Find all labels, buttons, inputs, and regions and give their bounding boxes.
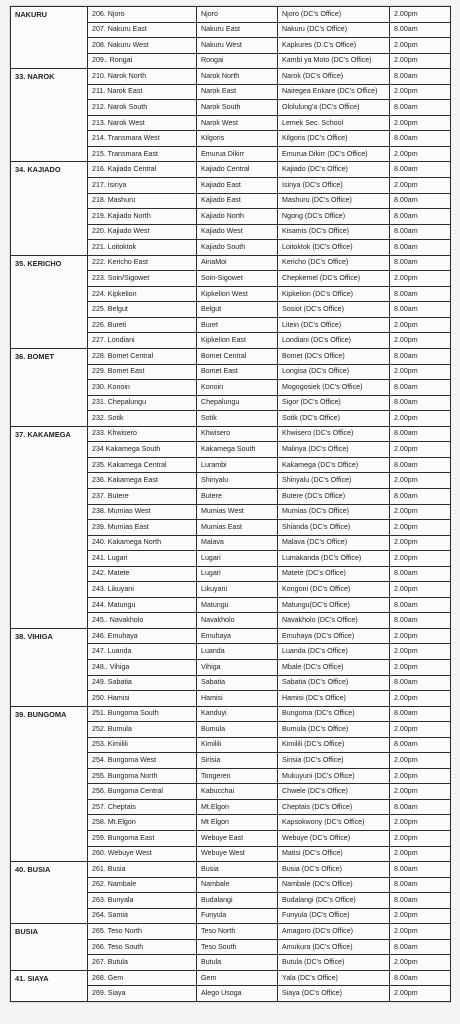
constituency-cell: 230. Konoin [88, 380, 197, 396]
venue-cell: Butere (DC's Office) [278, 488, 390, 504]
district-cell: Mt Elgon [197, 815, 278, 831]
venue-cell: Yala (DC's Office) [278, 970, 390, 986]
venue-cell: Ololulung'a (DC's Office) [278, 100, 390, 116]
time-cell: 2.00pm [390, 551, 451, 567]
table-row [11, 970, 451, 986]
table-row [11, 862, 451, 878]
district-cell: Kipkelion East [197, 333, 278, 349]
venue-cell: Kakamega (DC's Office) [278, 457, 390, 473]
district-cell: Likuyani [197, 582, 278, 598]
venue-cell: Isinya (DC's Office) [278, 178, 390, 194]
venue-cell: Mogogosiek (DC's Office) [278, 380, 390, 396]
venue-cell: Navakholo (DC's Office) [278, 613, 390, 629]
time-cell: 2.00pm [390, 815, 451, 831]
venue-cell: Busia (DC's Office) [278, 862, 390, 878]
venue-cell: Cheptais (DC's Office) [278, 799, 390, 815]
constituency-cell: 250. Hamisi [88, 691, 197, 707]
district-cell: Mumias East [197, 520, 278, 536]
venue-cell: Sosiot (DC's Office) [278, 302, 390, 318]
venue-cell: Amukura (DC's Office) [278, 939, 390, 955]
district-cell: Narok North [197, 69, 278, 85]
time-cell: 8.00am [390, 255, 451, 271]
constituency-cell: 219. Kajiado North [88, 209, 197, 225]
venue-cell: Kajiado (DC's Office) [278, 162, 390, 178]
time-cell: 8.00am [390, 877, 451, 893]
time-cell: 8.00am [390, 675, 451, 691]
constituency-cell: 261. Busia [88, 862, 197, 878]
time-cell: 8.00am [390, 395, 451, 411]
district-cell: Sabatia [197, 675, 278, 691]
district-cell: Kakamega South [197, 442, 278, 458]
time-cell: 2.00pm [390, 659, 451, 675]
constituency-cell: 258. Mt.Elgon [88, 815, 197, 831]
constituency-cell: 227. Londiani [88, 333, 197, 349]
venue-cell: Siaya (DC's Office) [278, 986, 390, 1002]
constituency-cell: 236. Kakamega East [88, 473, 197, 489]
venue-cell: Londiani (DC's Office) [278, 333, 390, 349]
district-cell: Nambale [197, 877, 278, 893]
venue-cell: Sabatia (DC's Office) [278, 675, 390, 691]
table-row [11, 924, 451, 940]
district-cell: Kipkelion West [197, 286, 278, 302]
time-cell: 8.00am [390, 240, 451, 256]
time-cell: 2.00pm [390, 924, 451, 940]
time-cell: 2.00pm [390, 784, 451, 800]
constituency-cell: 259. Bungoma East [88, 830, 197, 846]
venue-cell: Lemek Sec. School [278, 115, 390, 131]
venue-cell: Butula (DC's Office) [278, 955, 390, 971]
district-cell: Vihiga [197, 659, 278, 675]
district-cell: Kilgoris [197, 131, 278, 147]
constituency-cell: 221. Loitoktok [88, 240, 197, 256]
venue-cell: Bumula (DC's Office) [278, 722, 390, 738]
county-cell: 35. KERICHO [11, 255, 88, 348]
time-cell: 8.00am [390, 457, 451, 473]
constituency-cell: 241. Lugari [88, 551, 197, 567]
constituency-cell: 252. Bumula [88, 722, 197, 738]
venue-cell: Emurua Dikirr (DC's Office) [278, 146, 390, 162]
district-cell: Lugari [197, 566, 278, 582]
constituency-cell: 237. Butere [88, 488, 197, 504]
time-cell: 2.00pm [390, 644, 451, 660]
venue-cell: Malava (DC's Office) [278, 535, 390, 551]
time-cell: 2.00pm [390, 955, 451, 971]
constituency-cell: 225. Belgut [88, 302, 197, 318]
district-cell: Luanda [197, 644, 278, 660]
table-row [11, 628, 451, 644]
venue-cell: Kericho (DC's Office) [278, 255, 390, 271]
venue-cell: Matungu(DC's Office) [278, 597, 390, 613]
time-cell: 2.00pm [390, 535, 451, 551]
district-cell: AinaMoi [197, 255, 278, 271]
district-cell: Narok West [197, 115, 278, 131]
district-cell: Teso South [197, 939, 278, 955]
venue-cell: Bomet (DC's Office) [278, 349, 390, 365]
constituency-cell: 257. Cheptais [88, 799, 197, 815]
time-cell: 8.00am [390, 209, 451, 225]
time-cell: 8.00am [390, 613, 451, 629]
district-cell: Hamisi [197, 691, 278, 707]
constituency-cell: 216. Kajiado Central [88, 162, 197, 178]
venue-cell: Kapkures (D.C's Office) [278, 38, 390, 54]
table-row [11, 7, 451, 23]
district-cell: Bomet East [197, 364, 278, 380]
constituency-cell: 264. Samia [88, 908, 197, 924]
time-cell: 2.00pm [390, 271, 451, 287]
district-cell: Matungu [197, 597, 278, 613]
venue-cell: Kongoni (DC's Office) [278, 582, 390, 598]
venue-cell: Kimilili (DC's Office) [278, 737, 390, 753]
county-cell: NAKURU [11, 7, 88, 69]
time-cell: 2.00pm [390, 146, 451, 162]
constituency-cell: 229. Bomet East [88, 364, 197, 380]
constituency-cell: 240. Kakamega North [88, 535, 197, 551]
venue-cell: Matisi (DC's Office) [278, 846, 390, 862]
constituency-cell: 243. Likuyani [88, 582, 197, 598]
time-cell: 8.00am [390, 737, 451, 753]
schedule-table-body [11, 7, 451, 1002]
venue-cell: Lumakanda (DC's Office) [278, 551, 390, 567]
constituency-cell: 245.. Navakholo [88, 613, 197, 629]
time-cell: 2.00pm [390, 333, 451, 349]
venue-cell: Ngong (DC's Office) [278, 209, 390, 225]
constituency-cell: 260. Webuye West [88, 846, 197, 862]
time-cell: 8.00am [390, 970, 451, 986]
time-cell: 8.00am [390, 224, 451, 240]
constituency-cell: 251. Bungoma South [88, 706, 197, 722]
time-cell: 2.00pm [390, 582, 451, 598]
time-cell: 2.00pm [390, 691, 451, 707]
county-cell: 37. KAKAMEGA [11, 426, 88, 628]
venue-cell: Webuye (DC's Office) [278, 830, 390, 846]
venue-cell: Kambi ya Moto (DC's Office) [278, 53, 390, 69]
district-cell: Webuye East [197, 830, 278, 846]
district-cell: Emuhaya [197, 628, 278, 644]
constituency-cell: 223. Soin/Sigowet [88, 271, 197, 287]
venue-cell: Kilgoris (DC's Office) [278, 131, 390, 147]
table-row [11, 255, 451, 271]
venue-cell: Shinyalu (DC's Office) [278, 473, 390, 489]
district-cell: Kajiado East [197, 178, 278, 194]
time-cell: 8.00am [390, 488, 451, 504]
time-cell: 2.00pm [390, 753, 451, 769]
venue-cell: Narok (DC's Office) [278, 69, 390, 85]
constituency-cell: 218. Mashuru [88, 193, 197, 209]
county-cell: BUSIA [11, 924, 88, 971]
constituency-cell: 211. Narok East [88, 84, 197, 100]
constituency-cell: 248.. Vihiga [88, 659, 197, 675]
district-cell: Belgut [197, 302, 278, 318]
time-cell: 2.00pm [390, 364, 451, 380]
constituency-cell: 220. Kajiado West [88, 224, 197, 240]
venue-cell: Luanda (DC's Office) [278, 644, 390, 660]
district-cell: Webuye West [197, 846, 278, 862]
district-cell: Bomet Central [197, 349, 278, 365]
constituency-cell: 256. Bungoma Central [88, 784, 197, 800]
constituency-cell: 210. Narok North [88, 69, 197, 85]
county-cell: 38. VIHIGA [11, 628, 88, 706]
district-cell: Sotik [197, 411, 278, 427]
county-cell: 36. BOMET [11, 349, 88, 427]
venue-cell: Amagoro (DC's Office) [278, 924, 390, 940]
time-cell: 2.00pm [390, 846, 451, 862]
constituency-cell: 224. Kipkelion [88, 286, 197, 302]
venue-cell: Nairegea Enkare (DC's Office) [278, 84, 390, 100]
time-cell: 2.00pm [390, 411, 451, 427]
time-cell: 2.00pm [390, 53, 451, 69]
venue-cell: Kisamis (DC's Office) [278, 224, 390, 240]
district-cell: Kajiado West [197, 224, 278, 240]
constituency-cell: 249. Sabatia [88, 675, 197, 691]
district-cell: Kajiado Central [197, 162, 278, 178]
district-cell: Nakuru East [197, 22, 278, 38]
time-cell: 8.00am [390, 862, 451, 878]
constituency-cell: 238. Mumias West [88, 504, 197, 520]
constituency-cell: 267. Butula [88, 955, 197, 971]
time-cell: 8.00am [390, 893, 451, 909]
time-cell: 2.00pm [390, 84, 451, 100]
venue-cell: Litein (DC's Office) [278, 317, 390, 333]
county-cell: 39. BUNGOMA [11, 706, 88, 861]
district-cell: Kajiado North [197, 209, 278, 225]
venue-cell: Chepkemel (DC's Office) [278, 271, 390, 287]
venue-cell: Nakuru (DC's Office) [278, 22, 390, 38]
venue-cell: Mbale (DC's Office) [278, 659, 390, 675]
time-cell: 2.00pm [390, 504, 451, 520]
district-cell: Mumias West [197, 504, 278, 520]
constituency-cell: 253. Kimilili [88, 737, 197, 753]
constituency-cell: 265. Teso North [88, 924, 197, 940]
time-cell: 8.00am [390, 349, 451, 365]
table-row [11, 706, 451, 722]
venue-cell: Kapsokwony (DC's Office) [278, 815, 390, 831]
district-cell: Buret [197, 317, 278, 333]
county-cell: 34. KAJIADO [11, 162, 88, 255]
constituency-cell: 209.. Rongai [88, 53, 197, 69]
constituency-cell: 255. Bungoma North [88, 768, 197, 784]
venue-cell: Loitoktok (DC's Office) [278, 240, 390, 256]
constituency-cell: 217. Isinya [88, 178, 197, 194]
constituency-cell: 215. Transmara East [88, 146, 197, 162]
time-cell: 2.00pm [390, 7, 451, 23]
district-cell: Kajiado South [197, 240, 278, 256]
district-cell: Gem [197, 970, 278, 986]
venue-cell: Khwisero (DC's Office) [278, 426, 390, 442]
district-cell: Funyula [197, 908, 278, 924]
schedule-sheet [10, 6, 450, 1002]
time-cell: 2.00pm [390, 768, 451, 784]
table-row [11, 162, 451, 178]
constituency-cell: 269. Siaya [88, 986, 197, 1002]
district-cell: Malava [197, 535, 278, 551]
time-cell: 8.00am [390, 131, 451, 147]
venue-cell: Kipkelion (DC's Office) [278, 286, 390, 302]
district-cell: Nakuru West [197, 38, 278, 54]
venue-cell: Nambale (DC's Office) [278, 877, 390, 893]
venue-cell: Chwele (DC's Office) [278, 784, 390, 800]
constituency-cell: 233. Khwisero [88, 426, 197, 442]
constituency-cell: 266. Teso South [88, 939, 197, 955]
constituency-cell: 262. Nambale [88, 877, 197, 893]
venue-cell: Malinya (DC's Office) [278, 442, 390, 458]
venue-cell: Njoro (DC's Office) [278, 7, 390, 23]
venue-cell: Mumias (DC's Office) [278, 504, 390, 520]
time-cell: 8.00am [390, 939, 451, 955]
time-cell: 8.00am [390, 286, 451, 302]
time-cell: 2.00pm [390, 986, 451, 1002]
schedule-table [10, 6, 451, 1002]
district-cell: Tongeren [197, 768, 278, 784]
time-cell: 2.00pm [390, 908, 451, 924]
time-cell: 8.00am [390, 597, 451, 613]
district-cell: Kabucchai [197, 784, 278, 800]
venue-cell: Budalangi (DC's Office) [278, 893, 390, 909]
venue-cell: Sotik (DC's Office) [278, 411, 390, 427]
constituency-cell: 232. Sotik [88, 411, 197, 427]
constituency-cell: 208. Nakuru West [88, 38, 197, 54]
constituency-cell: 228. Bomet Central [88, 349, 197, 365]
district-cell: Narok South [197, 100, 278, 116]
time-cell: 8.00am [390, 380, 451, 396]
constituency-cell: 213. Narok West [88, 115, 197, 131]
district-cell: Navakholo [197, 613, 278, 629]
venue-cell: Funyula (DC's Office) [278, 908, 390, 924]
time-cell: 2.00pm [390, 115, 451, 131]
constituency-cell: 206. Njoro [88, 7, 197, 23]
district-cell: Emurua Dikirr [197, 146, 278, 162]
venue-cell: Hamisi (DC's Office) [278, 691, 390, 707]
district-cell: Khwisero [197, 426, 278, 442]
venue-cell: Mukuyuni (DC's Office) [278, 768, 390, 784]
district-cell: Bumula [197, 722, 278, 738]
time-cell: 8.00am [390, 706, 451, 722]
district-cell: Konoin [197, 380, 278, 396]
district-cell: Narok East [197, 84, 278, 100]
time-cell: 8.00am [390, 302, 451, 318]
venue-cell: Emuhaya (DC's Office) [278, 628, 390, 644]
district-cell: Butula [197, 955, 278, 971]
county-cell: 33. NAROK [11, 69, 88, 162]
constituency-cell: 244. Matungu [88, 597, 197, 613]
district-cell: Butere [197, 488, 278, 504]
district-cell: Kimilili [197, 737, 278, 753]
district-cell: Sirisia [197, 753, 278, 769]
time-cell: 2.00pm [390, 178, 451, 194]
table-row [11, 349, 451, 365]
table-row [11, 426, 451, 442]
time-cell: 2.00pm [390, 317, 451, 333]
district-cell: Kanduyi [197, 706, 278, 722]
venue-cell: Mashuru (DC's Office) [278, 193, 390, 209]
constituency-cell: 235. Kakamega Central [88, 457, 197, 473]
district-cell: Kajiado East [197, 193, 278, 209]
time-cell: 2.00pm [390, 520, 451, 536]
district-cell: Rongai [197, 53, 278, 69]
venue-cell: Bungoma (DC's Office) [278, 706, 390, 722]
constituency-cell: 226. Bureti [88, 317, 197, 333]
constituency-cell: 207. Nakuru East [88, 22, 197, 38]
time-cell: 8.00am [390, 100, 451, 116]
venue-cell: Shianda (DC's Office) [278, 520, 390, 536]
venue-cell: Longisa (DC's Office) [278, 364, 390, 380]
time-cell: 8.00am [390, 799, 451, 815]
constituency-cell: 234 Kakamega South [88, 442, 197, 458]
time-cell: 8.00am [390, 162, 451, 178]
constituency-cell: 254. Bungoma West [88, 753, 197, 769]
constituency-cell: 212. Narok South [88, 100, 197, 116]
constituency-cell: 268. Gem [88, 970, 197, 986]
district-cell: Shinyalu [197, 473, 278, 489]
venue-cell: Sirisia (DC's Office) [278, 753, 390, 769]
time-cell: 8.00am [390, 22, 451, 38]
time-cell: 2.00pm [390, 830, 451, 846]
county-cell: 40. BUSIA [11, 862, 88, 924]
district-cell: Mt.Elgon [197, 799, 278, 815]
time-cell: 8.00am [390, 193, 451, 209]
district-cell: Budalangi [197, 893, 278, 909]
constituency-cell: 222. Kericho East [88, 255, 197, 271]
constituency-cell: 242. Matete [88, 566, 197, 582]
constituency-cell: 231. Chepalungu [88, 395, 197, 411]
constituency-cell: 214. Transmara West [88, 131, 197, 147]
venue-cell: Sigor (DC's Office) [278, 395, 390, 411]
district-cell: Teso North [197, 924, 278, 940]
time-cell: 8.00am [390, 566, 451, 582]
table-row [11, 69, 451, 85]
county-cell: 41. SIAYA [11, 970, 88, 1001]
constituency-cell: 263. Bunyala [88, 893, 197, 909]
time-cell: 2.00pm [390, 473, 451, 489]
time-cell: 2.00pm [390, 442, 451, 458]
constituency-cell: 246. Emuhaya [88, 628, 197, 644]
constituency-cell: 239. Mumias East [88, 520, 197, 536]
district-cell: Njoro [197, 7, 278, 23]
district-cell: Busia [197, 862, 278, 878]
time-cell: 2.00pm [390, 628, 451, 644]
time-cell: 2.00pm [390, 722, 451, 738]
district-cell: Chepalungu [197, 395, 278, 411]
time-cell: 8.00am [390, 426, 451, 442]
constituency-cell: 247. Luanda [88, 644, 197, 660]
district-cell: Alego Usoga [197, 986, 278, 1002]
district-cell: Soin-Sigowet [197, 271, 278, 287]
district-cell: Lugari [197, 551, 278, 567]
venue-cell: Matete (DC's Office) [278, 566, 390, 582]
time-cell: 2.00pm [390, 38, 451, 54]
district-cell: Lurambi [197, 457, 278, 473]
time-cell: 8.00am [390, 69, 451, 85]
